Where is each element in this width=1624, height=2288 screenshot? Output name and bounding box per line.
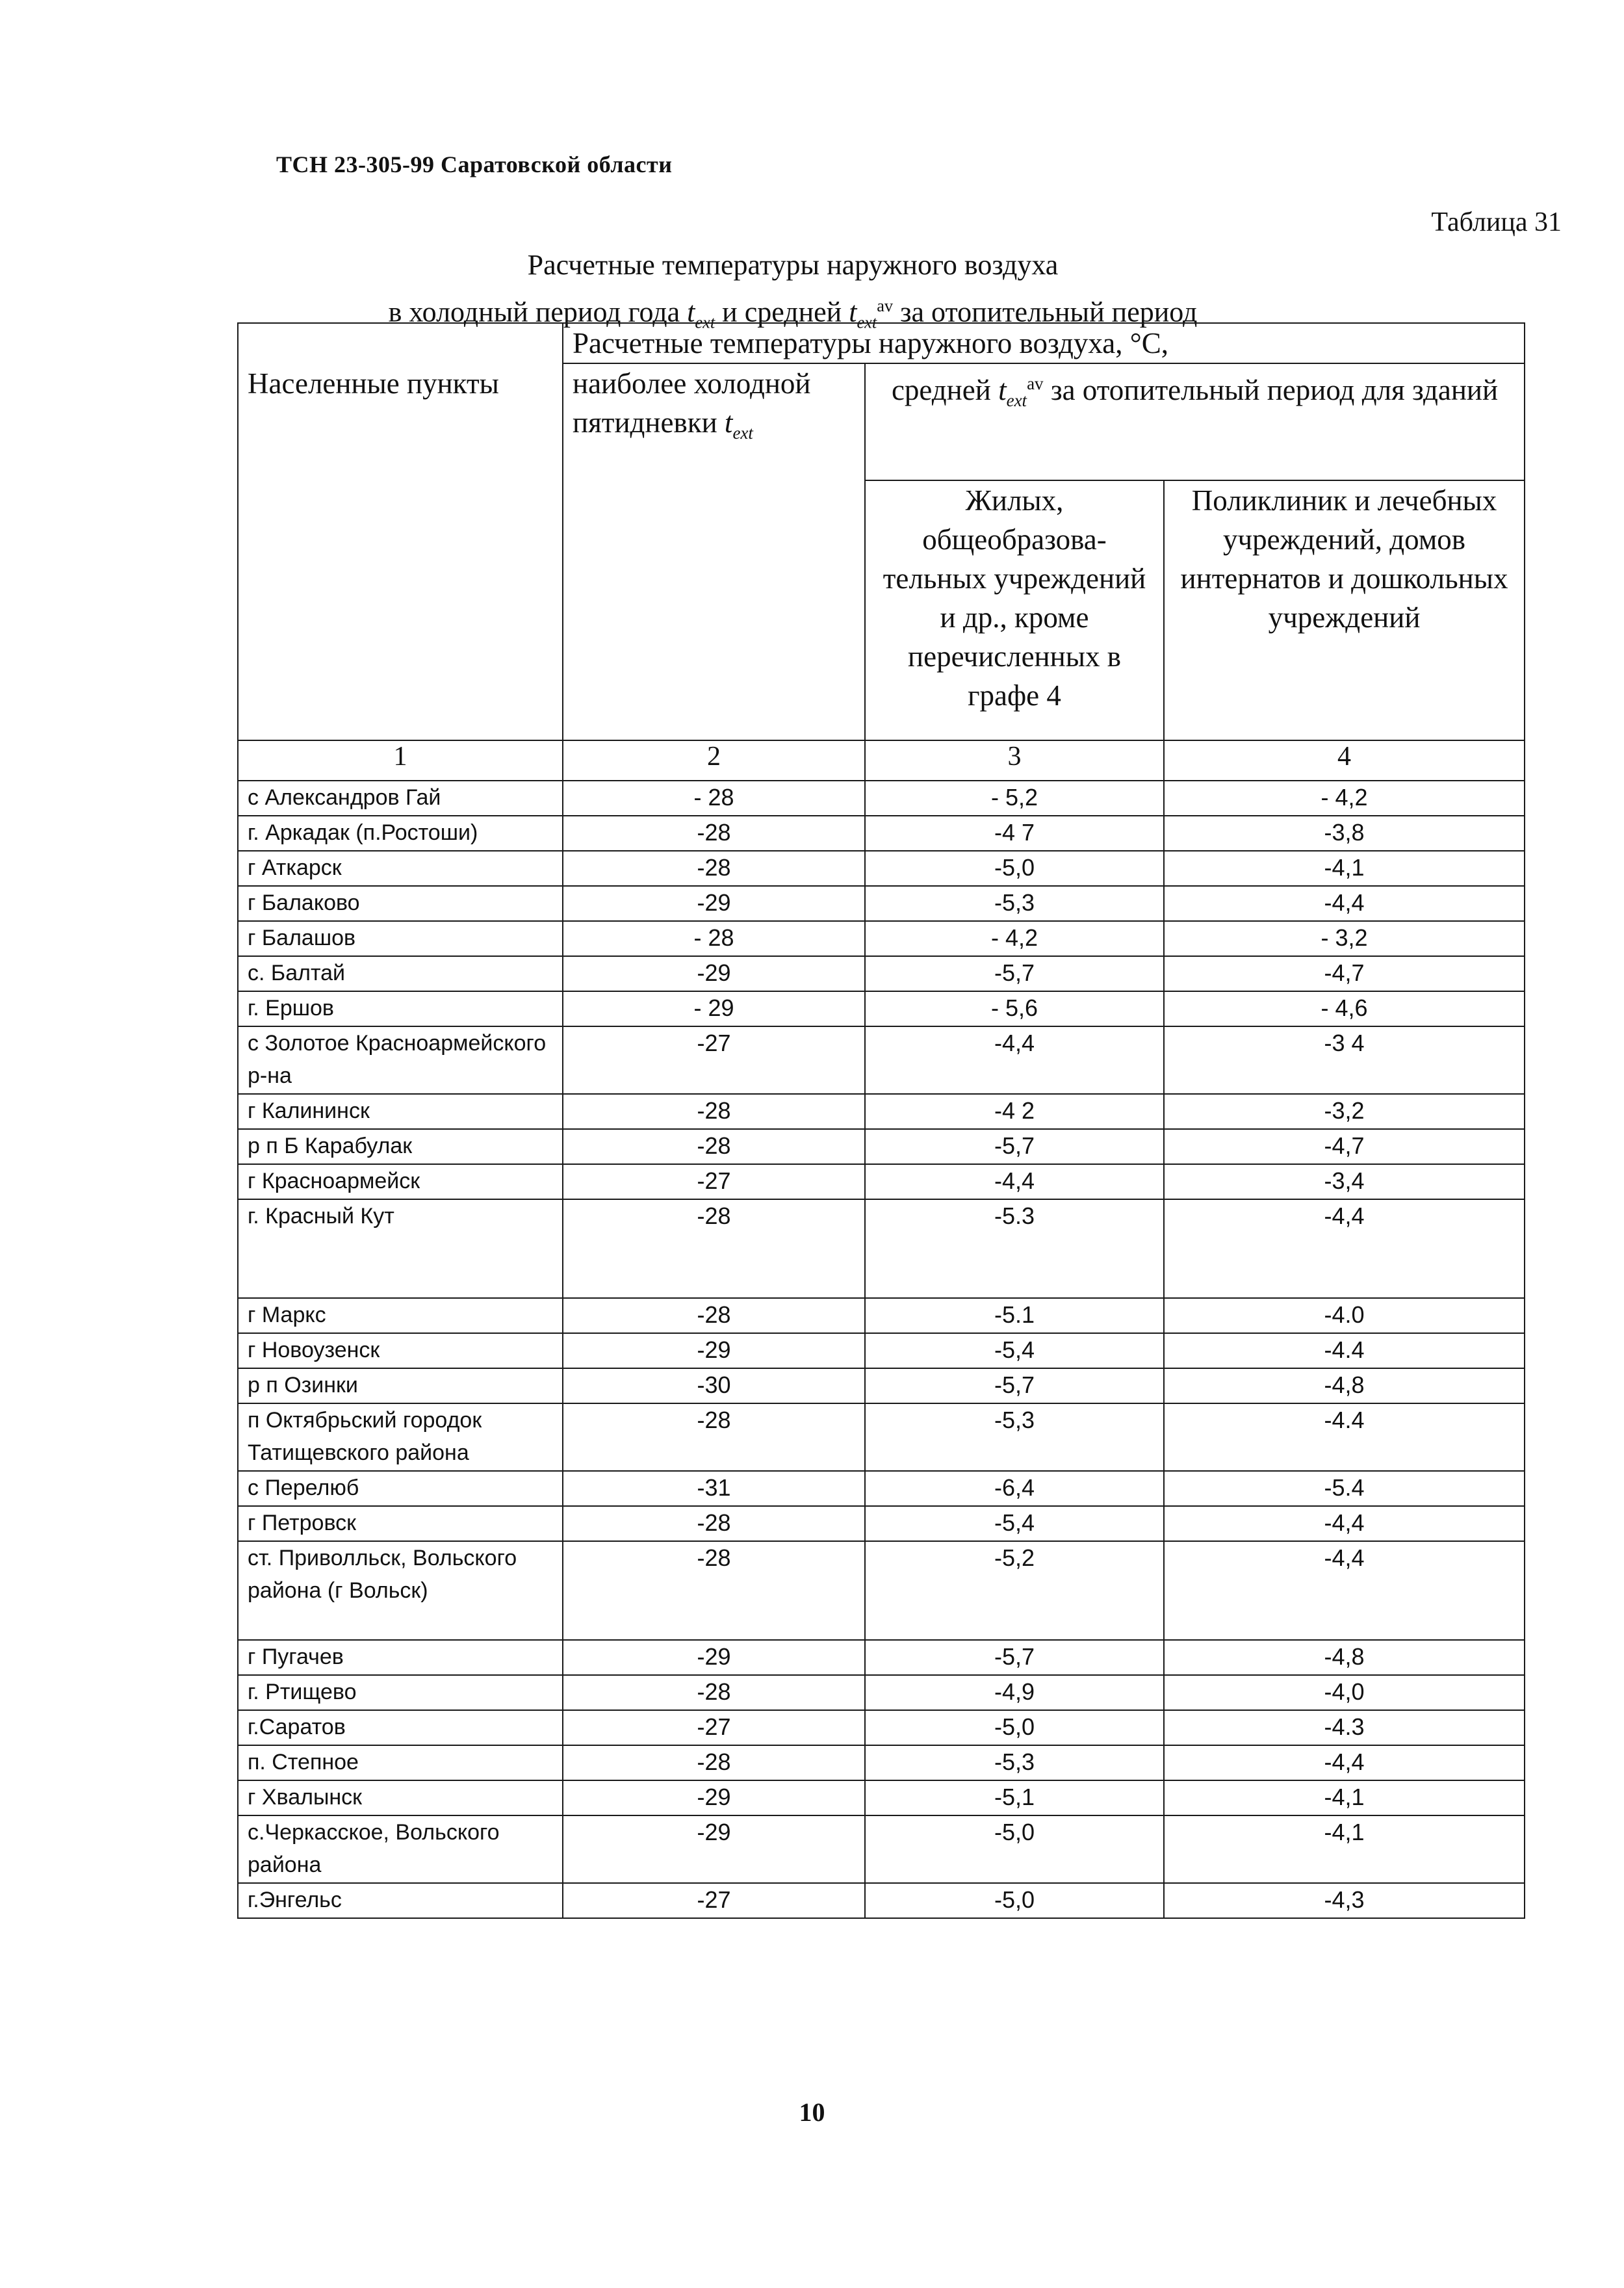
- table-row: [238, 921, 1525, 956]
- coldest-five-day-temp: -27: [563, 1710, 865, 1745]
- avg-temp-clinics: -4,1: [1164, 851, 1525, 886]
- coldest-five-day-temp: -29: [563, 956, 865, 991]
- table-row: [238, 1640, 1525, 1675]
- settlement-name: г. Ершов: [238, 991, 563, 1026]
- table-row: [238, 1199, 1525, 1298]
- avg-temp-residential: -5,0: [865, 851, 1164, 886]
- avg-temp-residential: -5,0: [865, 1815, 1164, 1883]
- settlement-name: п Октябрьский городок Татищевского района: [238, 1403, 563, 1471]
- settlement-name: г Новоузенск: [238, 1333, 563, 1368]
- column-number: 2: [563, 740, 865, 781]
- coldest-five-day-temp: -28: [563, 1298, 865, 1333]
- table-row: [238, 1333, 1525, 1368]
- avg-temp-residential: -5,4: [865, 1333, 1164, 1368]
- table-row: [238, 1026, 1525, 1094]
- table-row: [238, 1403, 1525, 1471]
- table-row: [238, 1710, 1525, 1745]
- avg-temp-residential: -5,7: [865, 1368, 1164, 1403]
- col1-header: Населенные пункты: [238, 323, 563, 740]
- col34-header: средней $t_{ext}^{av}$ за отопительный период для зданий: [865, 363, 1525, 480]
- avg-temp-clinics: -3,8: [1164, 816, 1525, 851]
- coldest-five-day-temp: -30: [563, 1368, 865, 1403]
- avg-temp-clinics: -3,4: [1164, 1164, 1525, 1199]
- temperature-table: [237, 322, 1525, 1919]
- settlement-name: г Калининск: [238, 1094, 563, 1129]
- document-header: ТСН 23-305-99 Саратовской области: [276, 151, 673, 177]
- coldest-five-day-temp: -29: [563, 1640, 865, 1675]
- avg-temp-residential: -5,0: [865, 1883, 1164, 1918]
- settlement-name: г Аткарск: [238, 851, 563, 886]
- coldest-five-day-temp: -29: [563, 886, 865, 921]
- settlement-name: ст. Приволльск, Вольского района (г Вольск): [238, 1541, 563, 1640]
- avg-temp-clinics: -4,0: [1164, 1675, 1525, 1710]
- avg-temp-clinics: -4,1: [1164, 1780, 1525, 1815]
- avg-temp-residential: - 4,2: [865, 921, 1164, 956]
- table-row: [238, 1815, 1525, 1883]
- group-header: Расчетные температуры наружного воздуха, °С,: [563, 323, 1525, 363]
- avg-temp-clinics: -4,7: [1164, 1129, 1525, 1164]
- avg-temp-residential: -4,4: [865, 1164, 1164, 1199]
- table-row: [238, 991, 1525, 1026]
- avg-temp-clinics: -4,4: [1164, 1541, 1525, 1640]
- avg-temp-clinics: -4,3: [1164, 1883, 1525, 1918]
- coldest-five-day-temp: -28: [563, 1094, 865, 1129]
- coldest-five-day-temp: -31: [563, 1471, 865, 1506]
- settlement-name: г.Энгельс: [238, 1883, 563, 1918]
- avg-temp-residential: -4 7: [865, 816, 1164, 851]
- avg-temp-clinics: -5.4: [1164, 1471, 1525, 1506]
- col3-header: Жилых, общеобразова-тельных учреждений и др., кроме перечисленных в графе 4: [865, 480, 1164, 740]
- avg-temp-clinics: -4,4: [1164, 1506, 1525, 1541]
- table-row: [238, 1368, 1525, 1403]
- avg-temp-clinics: -4,8: [1164, 1640, 1525, 1675]
- table-row: [238, 851, 1525, 886]
- table-row: [238, 816, 1525, 851]
- settlement-name: с Перелюб: [238, 1471, 563, 1506]
- avg-temp-residential: -5,0: [865, 1710, 1164, 1745]
- settlement-name: г. Аркадак (п.Ростоши): [238, 816, 563, 851]
- table-row: [238, 1506, 1525, 1541]
- settlement-name: г. Красный Кут: [238, 1199, 563, 1298]
- settlement-name: р п Озинки: [238, 1368, 563, 1403]
- avg-temp-clinics: - 4,2: [1164, 781, 1525, 816]
- table-row: [238, 1471, 1525, 1506]
- table-row: [238, 1298, 1525, 1333]
- table-row: [238, 956, 1525, 991]
- table-row: [238, 1675, 1525, 1710]
- settlement-name: с Золотое Красноармейского р-на: [238, 1026, 563, 1094]
- avg-temp-clinics: -4,7: [1164, 956, 1525, 991]
- avg-temp-residential: -5,4: [865, 1506, 1164, 1541]
- avg-temp-residential: -4,9: [865, 1675, 1164, 1710]
- avg-temp-clinics: -4.0: [1164, 1298, 1525, 1333]
- table-row: [238, 1745, 1525, 1780]
- avg-temp-residential: -4 2: [865, 1094, 1164, 1129]
- avg-temp-residential: -5,3: [865, 886, 1164, 921]
- settlement-name: г Балаково: [238, 886, 563, 921]
- avg-temp-residential: -5,2: [865, 1541, 1164, 1640]
- table-row: [238, 886, 1525, 921]
- avg-temp-residential: -4,4: [865, 1026, 1164, 1094]
- settlement-name: г Маркс: [238, 1298, 563, 1333]
- avg-temp-residential: -5.3: [865, 1199, 1164, 1298]
- coldest-five-day-temp: -29: [563, 1815, 865, 1883]
- settlement-name: г.Саратов: [238, 1710, 563, 1745]
- avg-temp-residential: -5,7: [865, 956, 1164, 991]
- avg-temp-clinics: -3,2: [1164, 1094, 1525, 1129]
- coldest-five-day-temp: -28: [563, 1129, 865, 1164]
- col2-header: наиболее холодной пятидневки $t_{ext}$: [563, 363, 865, 740]
- avg-temp-residential: -5,1: [865, 1780, 1164, 1815]
- avg-temp-residential: -6,4: [865, 1471, 1164, 1506]
- coldest-five-day-temp: -27: [563, 1164, 865, 1199]
- table-label: Таблица 31: [1431, 207, 1562, 237]
- settlement-name: г. Ртищево: [238, 1675, 563, 1710]
- avg-temp-clinics: -4,4: [1164, 1745, 1525, 1780]
- avg-temp-residential: - 5,6: [865, 991, 1164, 1026]
- table-caption-line2: в холодный период года $t_{ext}$ и средней $t_{ext}^{av}$ за отопительный период: [388, 296, 1198, 332]
- settlement-name: с.Черкасское, Вольского района: [238, 1815, 563, 1883]
- coldest-five-day-temp: -28: [563, 1541, 865, 1640]
- settlement-name: г Хвалынск: [238, 1780, 563, 1815]
- table-row: [238, 1164, 1525, 1199]
- settlement-name: г Пугачев: [238, 1640, 563, 1675]
- table-row: [238, 1129, 1525, 1164]
- avg-temp-residential: -5,7: [865, 1129, 1164, 1164]
- table-row: [238, 1094, 1525, 1129]
- coldest-five-day-temp: -28: [563, 851, 865, 886]
- avg-temp-clinics: -4,4: [1164, 886, 1525, 921]
- coldest-five-day-temp: - 29: [563, 991, 865, 1026]
- avg-temp-clinics: -4,4: [1164, 1199, 1525, 1298]
- settlement-name: г Балашов: [238, 921, 563, 956]
- coldest-five-day-temp: -28: [563, 1403, 865, 1471]
- table-row: [238, 1541, 1525, 1640]
- avg-temp-clinics: -4.4: [1164, 1333, 1525, 1368]
- coldest-five-day-temp: -27: [563, 1026, 865, 1094]
- avg-temp-clinics: -4.4: [1164, 1403, 1525, 1471]
- settlement-name: г Петровск: [238, 1506, 563, 1541]
- table-row: [238, 1780, 1525, 1815]
- avg-temp-clinics: - 4,6: [1164, 991, 1525, 1026]
- avg-temp-clinics: -4,1: [1164, 1815, 1525, 1883]
- table-body: [238, 781, 1525, 1918]
- avg-temp-residential: -5.1: [865, 1298, 1164, 1333]
- column-number: 3: [865, 740, 1164, 781]
- col4-header: Поликлиник и лечебных учреждений, домов интернатов и дошкольных учреждений: [1164, 480, 1525, 740]
- coldest-five-day-temp: -29: [563, 1780, 865, 1815]
- coldest-five-day-temp: - 28: [563, 921, 865, 956]
- settlement-name: г Красноармейск: [238, 1164, 563, 1199]
- coldest-five-day-temp: -28: [563, 1675, 865, 1710]
- table-row: [238, 781, 1525, 816]
- settlement-name: п. Степное: [238, 1745, 563, 1780]
- settlement-name: р п Б Карабулак: [238, 1129, 563, 1164]
- avg-temp-clinics: -3 4: [1164, 1026, 1525, 1094]
- column-number: 4: [1164, 740, 1525, 781]
- avg-temp-residential: - 5,2: [865, 781, 1164, 816]
- coldest-five-day-temp: -28: [563, 1745, 865, 1780]
- coldest-five-day-temp: -28: [563, 816, 865, 851]
- avg-temp-residential: -5,7: [865, 1640, 1164, 1675]
- table-row: [238, 1883, 1525, 1918]
- avg-temp-clinics: -4.3: [1164, 1710, 1525, 1745]
- coldest-five-day-temp: -29: [563, 1333, 865, 1368]
- table-caption-line1: Расчетные температуры наружного воздуха: [527, 249, 1059, 281]
- coldest-five-day-temp: -27: [563, 1883, 865, 1918]
- settlement-name: с Александров Гай: [238, 781, 563, 816]
- avg-temp-residential: -5,3: [865, 1403, 1164, 1471]
- avg-temp-clinics: - 3,2: [1164, 921, 1525, 956]
- settlement-name: с. Балтай: [238, 956, 563, 991]
- coldest-five-day-temp: -28: [563, 1506, 865, 1541]
- column-number: 1: [238, 740, 563, 781]
- coldest-five-day-temp: -28: [563, 1199, 865, 1298]
- coldest-five-day-temp: - 28: [563, 781, 865, 816]
- avg-temp-clinics: -4,8: [1164, 1368, 1525, 1403]
- avg-temp-residential: -5,3: [865, 1745, 1164, 1780]
- page-number: 10: [799, 2098, 825, 2127]
